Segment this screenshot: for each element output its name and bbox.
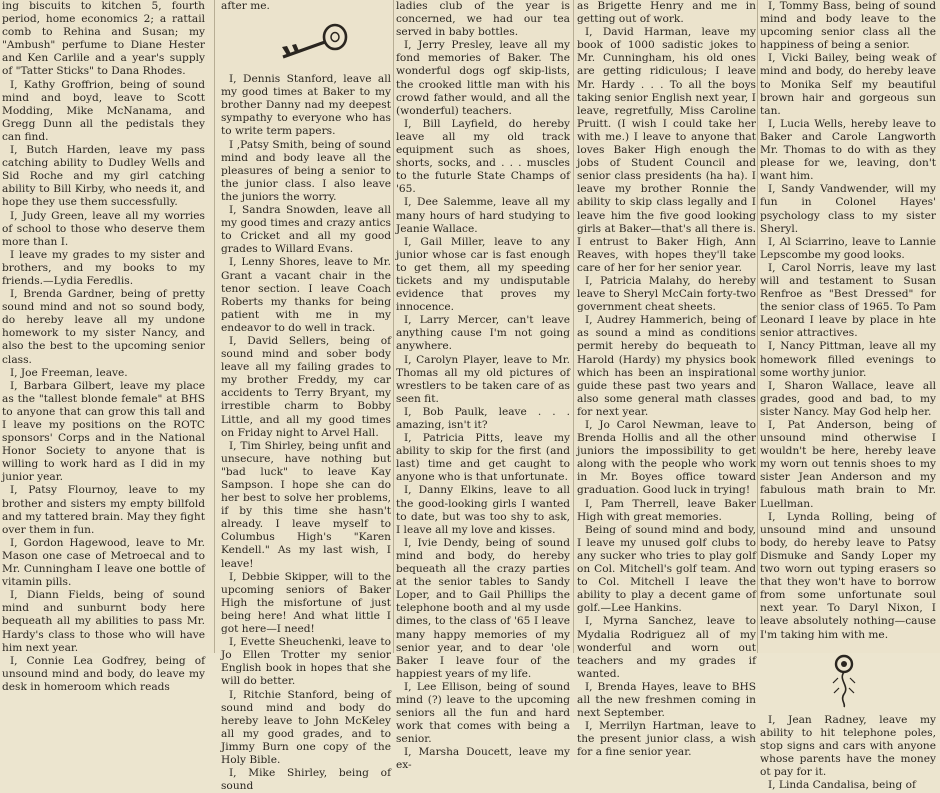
column-1 <box>2 0 205 693</box>
will-paragraph: I, Carolyn Player, leave to Mr. Thomas all my old pictures of wrestlers to be taken care of as seen fit. <box>396 353 570 405</box>
will-paragraph: I, Kathy Groffrion, being of sound mind and boyd, leave to Scott Modding, Mike McNanama, and Gregg Dunn all the pedistals they can find. <box>2 78 205 143</box>
will-paragraph: I, Danny Elkins, leave to all the good-looking girls I wanted to date, but was too shy to ask, I leave all my love and kisses. <box>396 484 570 536</box>
will-paragraph: I, Lee Ellison, being of sound mind (?) leave to the upcoming seniors all the fun and hard work that comes with being a senior. <box>396 680 570 746</box>
will-paragraph: I, Patricia Malahy, do hereby leave to Sheryl McCain forty-two government cheat sheets. <box>577 274 756 314</box>
will-paragraph: Being of sound mind and body, I leave my unused golf clubs to any sucker who tries to play golf on Col. Mitchell's golf team. And to Col. Mitchell I leave the ability to play a decent game of golf.—Lee Hankins. <box>577 523 756 615</box>
will-paragraph: I, Diann Fields, being of sound mind and sunburnt body here bequeath all my abilities to pass Mr. Hardy's class to those who will have him next year. <box>2 589 205 654</box>
will-paragraph: I, Bill Layfield, do hereby leave all my old track equipment such as shoes, shorts, socks, and . . . muscles to the futurle State Champs of '65. <box>396 117 570 196</box>
will-paragraph: I, Sharon Wallace, leave all grades, good and bad, to my sister Nancy. May God help her. <box>760 379 936 418</box>
will-paragraph: I, Larry Mercer, can't leave anything cause I'm not going anywhere. <box>396 314 570 353</box>
will-paragraph: I, Joe Freeman, leave. <box>10 366 128 379</box>
will-paragraph: I, Tommy Bass, being of sound mind and body leave to the upcoming senior class all the happiness of being a senior. <box>760 0 936 52</box>
will-paragraph: I, Pat Anderson, being of unsound mind otherwise I wouldn't be here, hereby leave my worn out tennis shoes to my sister Jean Anderson and my fabulous math brain to Mr. Luellman. <box>760 419 936 510</box>
will-paragraph: I, Lenny Shores, leave to Mr. Grant a vacant chair in the tenor section. I leave Coach Roberts my thanks for being patient with me in my endeavor to do well in track. <box>221 256 391 334</box>
will-paragraph: I, Lynda Rolling, being of unsound mind and unsound body, do hereby leave to Patsy Dismuke and Sandy Loper my two worn out typing erasers so that they won't have to borrow from some unfortunate soul next year. To Daryl Nixon, I leave absolutely nothing—cause I'm taking him with me. <box>760 510 936 641</box>
will-paragraph: I, Ivie Dendy, being of sound mind and body, do hereby bequeath all the crazy parties at the senior tables to Sandy Loper, and to Gail Phillips the telephone booth and al my usde dimes, to the class of '65 I leave many happy memories of my senior year, and to dear 'ole Baker I leave four of the happiest years of my life. <box>396 536 570 680</box>
column-2 <box>221 0 391 793</box>
will-paragraph: I, Ritchie Stanford, being of sound mind and body do hereby leave to John McKeley all my good grades, and to Jimmy Burn one copy of the Holy Bible. <box>221 688 391 766</box>
will-paragraph: I, Vicki Bailey, being weak of mind and body, do hereby leave to Monika Self my beautiful brown hair and gorgeous sun tan. <box>760 52 936 117</box>
will-paragraph: I, Butch Harden, leave my pass catching ability to Dudley Wells and Sid Roche and my girl catching ability to Bill Kirby, who needs it, and hope they use them successfully. <box>2 144 205 209</box>
will-paragraph: I, David Sellers, being of sound mind and sober body leave all my failing grades to my brother Freddy, my car accidents to Terry Bryant, my irrestible charm to Bobby Little, and all my good times on Friday night to Arvel Hall. <box>221 334 391 439</box>
will-paragraph: I, Linda Candalisa, being of <box>768 779 916 792</box>
will-paragraph: I, Gordon Hagewood, leave to Mr. Mason one case of Metroecal and to Mr. Cunningham I leave one bottle of vitamin pills. <box>2 536 205 589</box>
will-paragraph: I, Dee Salemme, leave all my many hours of hard studying to Jeanie Wallace. <box>396 196 570 235</box>
will-paragraph: I, Sandy Vandwender, will my fun in Colonel Hayes' psychology class to my sister Sheryl. <box>760 183 936 235</box>
will-paragraph: I, Jerry Presley, leave all my fond memories of Baker. The wonderful dogs ogf skip-lists, the crooked little man with his crowd father would, and all the (wonderful) teachers. <box>396 39 570 117</box>
will-paragraph: I, Audrey Hammerich, being of as sound a mind as conditions permit hereby do bequeath to Harold (Hardy) my physics book which has been an inspirational guide these past two years and also some general math classes for next year. <box>577 314 756 418</box>
will-paragraph: I, Connie Lea Godfrey, being of unsound mind and body, do leave my desk in homeroom which reads <box>2 654 205 693</box>
will-paragraph: I, Merrilyn Hartman, leave to the present junior class, a wish for a fine senior year. <box>577 720 756 759</box>
will-paragraph: I, Barbara Gilbert, leave my place as the "tallest blonde female" at BHS to anyone that can grow this tall and I leave my positions on the ROTC sponsors' Corps and in the National Honor Society to anyone that is willing to work hard as I did in my junior year. <box>2 379 205 484</box>
will-paragraph: I, Tim Shirley, being unfit and unsecure, have nothing but "bad luck" to leave Kay Sampson. I hope she can do her best to solve her problems, if by this time she hasn't already. I leave myself to Columbus High's "Karen Kendell." As my last wish, I leave! <box>221 439 391 570</box>
column-2-top-line: after me. <box>221 0 270 12</box>
will-paragraph: I, David Harman, leave my book of 1000 sadistic jokes to Mr. Cunningham, his old ones are getting ridiculous; I leave Mr. Hardy . . . To all the boys taking senior English next year, I leave, regretfully, Miss Caroline Pruitt. (I wish I could take her with me.) I leave to anyone that loves Baker High enough the jobs of Student Council and senior class presidents (ha ha). I leave my brother Ronnie the ability to skip class legally and I leave him the five good looking girls at Baker—that's all there is. I entrust to Baker High, Ann Reaves, with hopes they'll take care of her for her senior year. <box>577 26 756 274</box>
will-paragraph: I, Pam Therrell, leave Baker High with great memories. <box>577 497 756 523</box>
will-paragraph: I, Patricia Pitts, leave my ability to skip for the first (and last) time and get caught to anyone who is that unfortunate. <box>396 432 570 484</box>
will-paragraph: I, Gail Miller, leave to any junior whose car is fast enough to get them, all my speeding tickets and my undisputable evidence that proves my innocence. <box>396 235 570 314</box>
column-4 <box>577 0 756 759</box>
will-paragraph: I, Jo Carol Newman, leave to Brenda Hollis and all the other juniors the impossibility to get along with the people who work in Mr. Boyes office toward graduation. Good luck in trying! <box>577 419 756 497</box>
will-paragraph: I, Brenda Gardner, being of pretty sound mind and not so sound body, do hereby leave all my undone homework to my sister Nancy, and also the best to the upcoming senior class. <box>2 288 205 366</box>
will-paragraph: I, Evette Sheuchenki, leave to Jo Ellen Trotter my senior English book in hopes that she will do better. <box>221 636 391 688</box>
column-3 <box>396 0 570 772</box>
will-paragraph: ladies club of the year is concerned, we had our tea served in baby bottles. <box>396 0 570 39</box>
column-5-body <box>760 0 936 642</box>
will-paragraph: I, Debbie Skipper, will to the upcoming seniors of Baker High the misfortune of just being here! And what little I got here—I need! <box>221 570 391 636</box>
column-divider <box>393 0 394 653</box>
will-paragraph: I, Brenda Hayes, leave to BHS all the new freshmen coming in next September. <box>577 680 756 720</box>
will-paragraph: I, Marsha Doucett, leave my ex- <box>396 746 570 772</box>
column-2-body <box>221 73 391 793</box>
will-paragraph: as Brigette Henry and me in getting out of work. <box>577 0 756 26</box>
will-paragraph: I, Bob Paulk, leave . . . amazing, isn't it? <box>396 405 570 431</box>
will-paragraph: I, Nancy Pittman, leave all my homework filled evenings to some worthy junior. <box>760 340 936 379</box>
will-paragraph: I leave my grades to my sister and brothers, and my books to my friends.—Lydia Feredlis. <box>2 248 205 287</box>
column-5 <box>760 0 936 792</box>
will-paragraph: I, Myrna Sanchez, leave to Mydalia Rodriguez all of my wonderful and worn out teachers and my grades if wanted. <box>577 615 756 680</box>
column-divider <box>757 0 758 653</box>
will-paragraph: I, Lucia Wells, hereby leave to Baker and Carole Langworth Mr. Thomas to do with as they please for we, leaving, don't want him. <box>760 117 936 183</box>
will-paragraph: I, Jean Radney, leave my ability to hit telephone poles, stop signs and cars with anyone whose parents have the money ot pay for it. <box>760 713 936 778</box>
key-icon <box>273 19 391 67</box>
column-divider <box>573 0 574 653</box>
will-paragraph: ing biscuits to kitchen 5, fourth period, home economics 2; a rattail comb to Rehina and Susan; my "Ambush" perfume to Diane Hester and Ken Carlile and a year's supply of "Tatter Sticks" to Dana Rhodes. <box>2 0 205 78</box>
column-divider <box>214 0 215 653</box>
will-paragraph: I, Patsy Flournoy, leave to my brother and sisters my empty billfold and my tattered brain. May they fight over them in fun. <box>2 484 205 536</box>
column-5-bottom <box>760 714 936 793</box>
will-paragraph: I, Al Sciarrino, leave to Lannie Lepscombe my good looks. <box>760 235 936 261</box>
will-paragraph: I ,Patsy Smith, being of sound mind and body leave all the pleasures of being a senior to the junior class. I also leave the juniors the worry. <box>221 138 391 203</box>
will-paragraph: I, Mike Shirley, being of sound <box>221 767 391 793</box>
will-paragraph: I, Carol Norris, leave my last will and testament to Susan Renfroe as "Best Dressed" for the senior class of 1965. To Pam Leonard I leave by place in hte senior attractives. <box>760 261 936 340</box>
sperm-doodle-icon <box>824 650 936 710</box>
will-paragraph: I, Sandra Snowden, leave all my good times and crazy antics to Cricket and all my good grades to Willard Evans. <box>221 204 391 256</box>
will-paragraph: I, Judy Green, leave all my worries of school to those who deserve them more than I. <box>2 209 205 248</box>
will-paragraph: I, Dennis Stanford, leave all my good times at Baker to my brother Danny nad my deepest sympathy to everyone who has to write term papers. <box>221 73 391 138</box>
